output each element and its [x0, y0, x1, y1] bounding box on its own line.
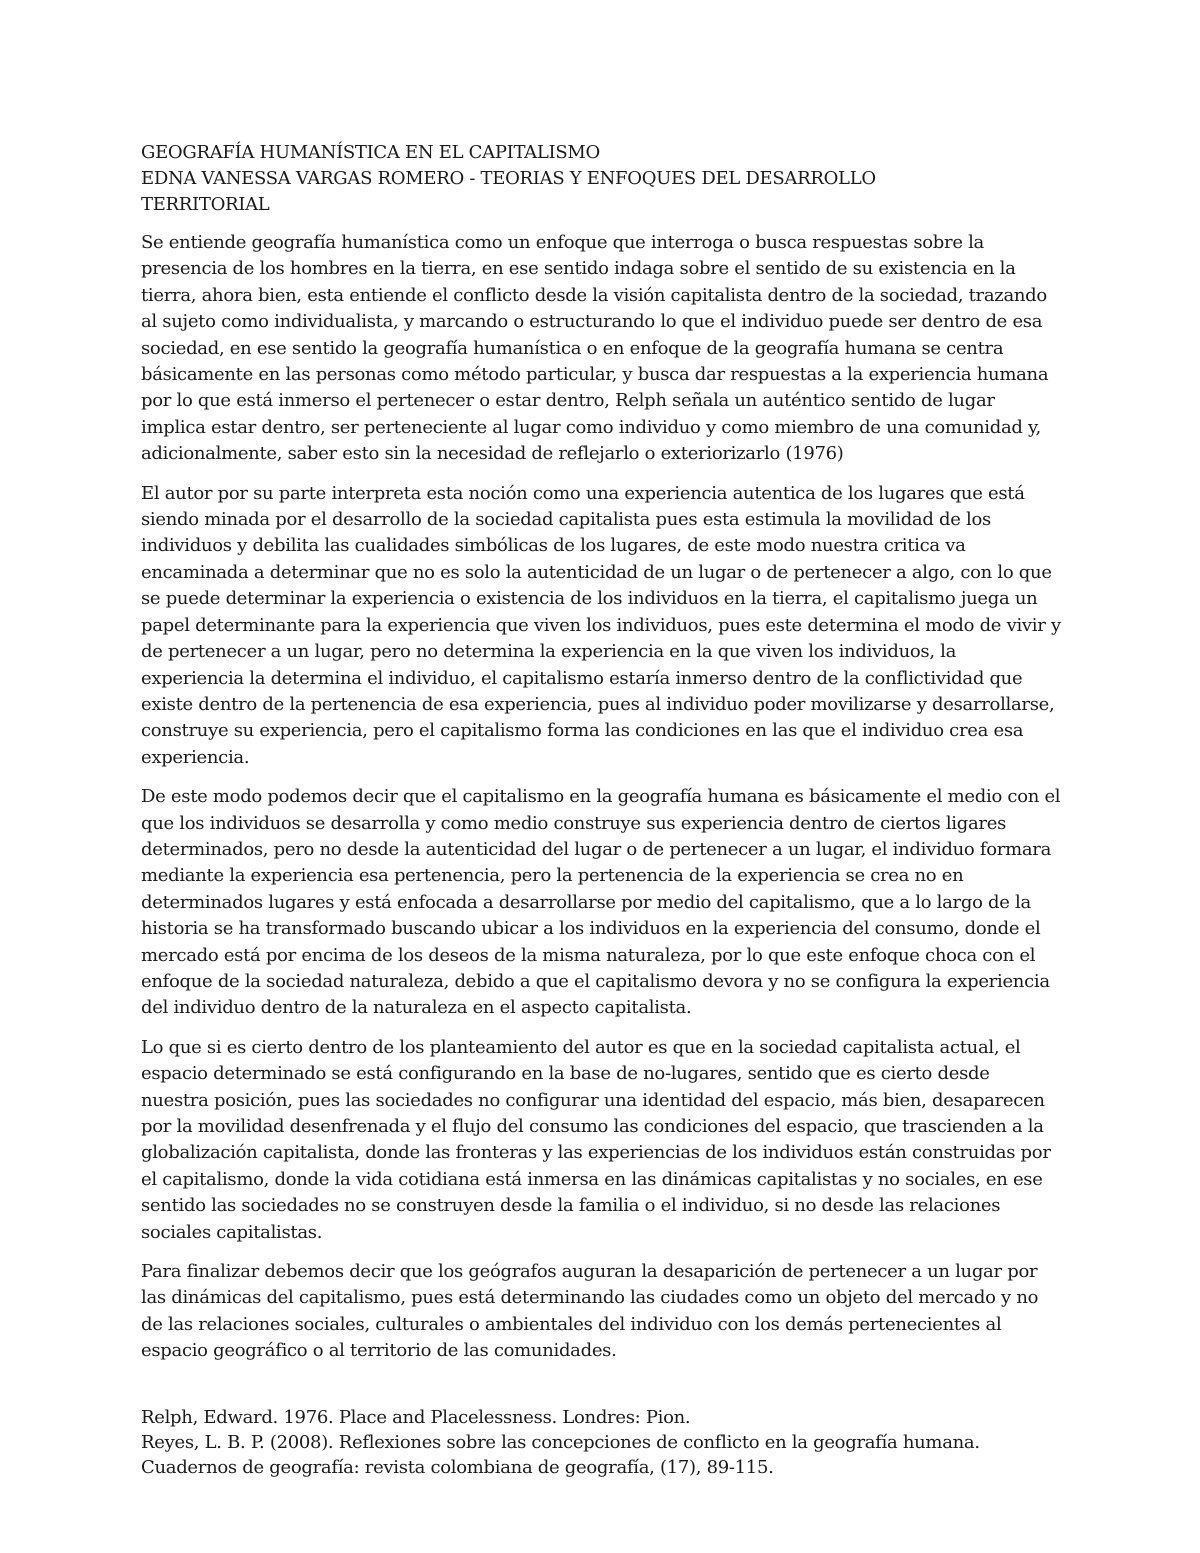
- references: [141, 1405, 1061, 1480]
- reference-relph: Relph, Edward. 1976. Place and Placelessness. Londres: Pion.: [141, 1406, 691, 1428]
- document-heading: [141, 140, 1061, 218]
- document-title: GEOGRAFÍA HUMANÍSTICA EN EL CAPITALISMO: [141, 142, 600, 163]
- author-course-line: EDNA VANESSA VARGAS ROMERO - TEORIAS Y ENFOQUES DEL DESARROLLO: [141, 168, 876, 189]
- reference-reyes: Reyes, L. B. P. (2008). Reflexiones sobre las concepciones de conflicto en la geografía humana.: [141, 1431, 980, 1453]
- paragraph-5: Para finalizar debemos decir que los geógrafos auguran la desaparición de pertenecer a un lugar por las dinámicas del capitalismo, pues está determinando las ciudades como un objeto del mercado y no de las relaciones sociales, culturales o ambientales del individuo con los demás pertenecientes al espacio geográfico o al territorio de las comunidades.: [141, 1261, 1039, 1362]
- author-course-line-continued: TERRITORIAL: [141, 194, 270, 215]
- paragraph-2: El autor por su parte interpreta esta noción como una experiencia autentica de los lugares que está siendo minada por el desarrollo de la sociedad capitalista pues esta estimula la movilidad de los individuos y debilita las cualidades simbólicas de los lugares, de este modo nuestra critica va encaminada a determinar que no es solo la autenticidad de un lugar o de pertenecer a algo, con lo que se puede determinar la experiencia o existencia de los individuos en la tierra, el capitalismo juega un papel determinante para la experiencia que viven los individuos, pues este determina el modo de vivir y de pertenecer a un lugar, pero no determina la experiencia en la que viven los individuos, la experiencia la determina el individuo, el capitalismo estaría inmerso dentro de la conflictividad que existe dentro de la pertenencia de esa experiencia, pues al individuo poder movilizarse y desarrollarse, construye su experiencia, pero el capitalismo forma las condiciones en las que el individuo crea esa experiencia.: [141, 482, 1061, 768]
- paragraph-1: Se entiende geografía humanística como un enfoque que interroga o busca respuestas sobre la presencia de los hombres en la tierra, en ese sentido indaga sobre el sentido de su existencia en la tierra, ahora bien, esta entiende el conflicto desde la visión capitalista dentro de la sociedad, trazando al sujeto como individualista, y marcando o estructurando lo que el individuo puede ser dentro de esa sociedad, en ese sentido la geografía humanística o en enfoque de la geografía humana se centra básicamente en las personas como método particular, y busca dar respuestas a la experiencia humana por lo que está inmerso el pertenecer o estar dentro, Relph señala un auténtico sentido de lugar implica estar dentro, ser perteneciente al lugar como individuo y como miembro de una comunidad y, adicionalmente, saber esto sin la necesidad de reflejarlo o exteriorizarlo (1976): [141, 232, 1049, 465]
- document-body: [141, 230, 1061, 1365]
- reference-reyes-continued: Cuadernos de geografía: revista colombiana de geografía, (17), 89-115.: [141, 1456, 774, 1478]
- document-page: [141, 140, 1061, 1480]
- paragraph-3: De este modo podemos decir que el capitalismo en la geografía humana es básicamente el medio con el que los individuos se desarrolla y como medio construye sus experiencia dentro de ciertos ligares determinados, pero no desde la autenticidad del lugar o de pertenecer a un lugar, el individuo formara mediante la experiencia esa pertenencia, pero la pertenencia de la experiencia se crea no en determinados lugares y está enfocada a desarrollarse por medio del capitalismo, que a lo largo de la historia se ha transformado buscando ubicar a los individuos en la experiencia del consumo, donde el mercado está por encima de los deseos de la misma naturaleza, por lo que este enfoque choca con el enfoque de la sociedad naturaleza, debido a que el capitalismo devora y no se configura la experiencia del individuo dentro de la naturaleza en el aspecto capitalista.: [141, 786, 1061, 1019]
- paragraph-4: Lo que si es cierto dentro de los planteamiento del autor es que en la sociedad capitalista actual, el espacio determinado se está configurando en la base de no-lugares, sentido que es cierto desde nuestra posición, pues las sociedades no configurar una identidad del espacio, más bien, desaparecen por la movilidad desenfrenada y el flujo del consumo las condiciones del espacio, que trascienden a la globalización capitalista, donde las fronteras y las experiencias de los individuos están construidas por el capitalismo, donde la vida cotidiana está inmersa en las dinámicas capitalistas y no sociales, en ese sentido las sociedades no se construyen desde la familia o el individuo, si no desde las relaciones sociales capitalistas.: [141, 1036, 1051, 1243]
